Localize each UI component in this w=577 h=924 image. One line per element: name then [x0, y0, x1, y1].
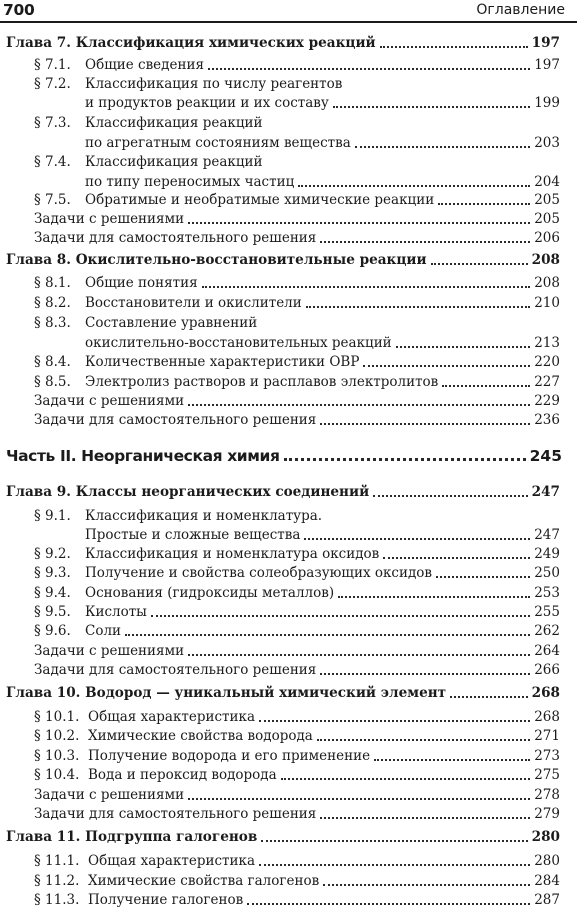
page-ref: 247: [534, 527, 560, 543]
page-ref: 264: [534, 643, 560, 659]
page-ref: 245: [529, 447, 562, 465]
toc-row-chapter: [0, 250, 577, 270]
toc-row-section: [0, 726, 577, 746]
section-number: § 7.4.: [34, 154, 71, 170]
toc-row-section: [0, 602, 577, 622]
toc-row-task: [0, 785, 577, 805]
toc-row-section: [0, 293, 577, 313]
entry-title: Соли: [85, 623, 122, 639]
dot-leader: [438, 203, 530, 205]
page-ref: 278: [534, 787, 560, 803]
entry-title: Общая характеристика: [88, 853, 256, 869]
dot-leader: [396, 346, 531, 348]
entry-title: Общая характеристика: [88, 709, 256, 725]
page-ref: 203: [534, 135, 560, 151]
toc-row-task: [0, 660, 577, 680]
entry-title: Восстановители и окислители: [85, 295, 302, 311]
entry-title: Общие понятия: [85, 275, 198, 291]
section-number: § 7.3.: [34, 115, 71, 131]
toc-row-chapter: [0, 33, 577, 53]
toc-row-section: [0, 313, 577, 333]
page-ref: 205: [534, 192, 560, 208]
section-number: § 10.2.: [34, 728, 80, 744]
dot-leader: [281, 778, 531, 780]
dot-leader: [188, 798, 530, 800]
page-ref: 208: [534, 275, 560, 291]
entry-title: Общие сведения: [85, 57, 204, 73]
page-ref: 229: [534, 393, 560, 409]
entry-title: Классификация реакций: [85, 154, 263, 170]
dot-leader: [202, 286, 531, 288]
page-ref: 284: [534, 873, 560, 889]
section-number: § 11.1.: [34, 853, 80, 869]
entry-title: Задачи с решениями: [34, 787, 185, 803]
section-number: § 9.4.: [34, 585, 71, 601]
dot-leader: [333, 106, 530, 108]
chapter-title: Глава 10. Водород — уникальный химический элемент: [6, 685, 447, 701]
page-ref: 213: [534, 335, 560, 351]
dot-leader: [363, 365, 530, 367]
dot-leader: [284, 458, 526, 461]
page-ref: 236: [534, 412, 560, 428]
toc-row-task: [0, 804, 577, 824]
page-ref: 210: [534, 295, 560, 311]
page-ref: 266: [534, 662, 560, 678]
dot-leader: [298, 185, 530, 187]
entry-title: Химические свойства водорода: [88, 728, 313, 744]
page-ref: 268: [534, 709, 560, 725]
entry-title: Задачи для самостоятельного решения: [34, 662, 317, 678]
page-ref: 262: [534, 623, 560, 639]
toc-row-task: [0, 410, 577, 430]
section-number: § 8.3.: [34, 315, 71, 331]
section-number: § 8.2.: [34, 295, 71, 311]
page-ref: 279: [534, 806, 560, 822]
entry-title: Получение водорода и его применение: [88, 748, 371, 764]
page-ref: 197: [534, 57, 560, 73]
dot-leader: [306, 306, 530, 308]
dot-leader: [259, 720, 530, 722]
toc-row-section: [0, 113, 577, 133]
page-ref: 247: [531, 484, 560, 500]
dot-leader: [125, 634, 530, 636]
toc-row-task: [0, 228, 577, 248]
entry-title: Классификация и номенклатура.: [85, 508, 323, 524]
entry-title: Задачи для самостоятельного решения: [34, 806, 317, 822]
dot-leader: [323, 884, 530, 886]
dot-leader: [320, 817, 530, 819]
dot-leader: [247, 903, 530, 905]
dot-leader: [320, 673, 530, 675]
dot-leader: [259, 864, 530, 866]
section-number: § 7.1.: [34, 57, 71, 73]
section-number: § 10.3.: [34, 748, 80, 764]
dot-leader: [436, 576, 530, 578]
toc-row-section: [0, 152, 577, 172]
page-ref: 197: [531, 35, 560, 51]
page-number: 700: [3, 1, 35, 19]
page-ref: 271: [534, 728, 560, 744]
toc-row-section: [0, 851, 577, 871]
section-number: § 10.4.: [34, 767, 80, 783]
dot-leader: [188, 654, 530, 656]
page-ref: 268: [531, 685, 560, 701]
page-ref: 273: [534, 748, 560, 764]
page-ref: 220: [534, 354, 560, 370]
part-title: Часть II. Неорганическая химия: [6, 447, 280, 465]
page-ref: 227: [534, 374, 560, 390]
toc-row-section: [0, 190, 577, 210]
toc-row-section: [0, 583, 577, 603]
entry-title: Задачи с решениями: [34, 211, 185, 227]
dot-leader: [383, 557, 530, 559]
toc-row-part: [0, 446, 577, 466]
dot-leader: [261, 840, 527, 842]
entry-title: и продуктов реакции и их составу: [85, 95, 329, 111]
section-number: § 7.5.: [34, 192, 71, 208]
dot-leader: [338, 596, 530, 598]
dot-leader: [450, 696, 528, 698]
entry-title: Задачи для самостоятельного решения: [34, 230, 317, 246]
entry-title: Химические свойства галогенов: [88, 873, 320, 889]
entry-title: Составление уравнений: [85, 315, 258, 331]
page-ref: 280: [534, 853, 560, 869]
entry-title: Классификация и номенклатура оксидов: [85, 546, 380, 562]
page-ref: 287: [534, 892, 560, 908]
toc-row-chapter: [0, 827, 577, 847]
toc-row-cont: [0, 525, 577, 545]
section-number: § 10.1.: [34, 709, 80, 725]
dot-leader: [431, 263, 528, 265]
running-title: Оглавление: [476, 2, 565, 18]
entry-title: Обратимые и необратимые химические реакции: [85, 192, 435, 208]
entry-title: Классификация по числу реагентов: [85, 76, 343, 92]
entry-title: Основания (гидроксиды металлов): [85, 585, 335, 601]
entry-title: Классификация реакций: [85, 115, 263, 131]
toc-row-section: [0, 765, 577, 785]
page-ref: 205: [534, 211, 560, 227]
dot-leader: [188, 222, 530, 224]
toc-row-section: [0, 621, 577, 641]
dot-leader: [304, 538, 530, 540]
section-number: § 9.3.: [34, 565, 71, 581]
dot-leader: [317, 739, 530, 741]
dot-leader: [374, 759, 530, 761]
toc-row-section: [0, 746, 577, 766]
section-number: § 9.6.: [34, 623, 71, 639]
entry-title: Вода и пероксид водорода: [88, 767, 277, 783]
entry-title: по агрегатным состояниям вещества: [85, 135, 351, 151]
dot-leader: [380, 46, 528, 48]
toc-row-section: [0, 871, 577, 891]
section-number: § 7.2.: [34, 76, 71, 92]
toc-row-section: [0, 273, 577, 293]
entry-title: Задачи с решениями: [34, 643, 185, 659]
dot-leader: [208, 68, 530, 70]
page-ref: 275: [534, 767, 560, 783]
toc-row-cont: [0, 133, 577, 153]
section-number: § 9.1.: [34, 508, 71, 524]
entry-title: Кислоты: [85, 604, 147, 620]
entry-title: Получение галогенов: [88, 892, 244, 908]
chapter-title: Глава 7. Классификация химических реакций: [6, 35, 376, 51]
dot-leader: [355, 146, 530, 148]
toc-row-task: [0, 641, 577, 661]
entry-title: окислительно-восстановительных реакций: [85, 335, 392, 351]
page-ref: 249: [534, 546, 560, 562]
page-ref: 255: [534, 604, 560, 620]
section-number: § 8.1.: [34, 275, 71, 291]
toc-row-task: [0, 391, 577, 411]
dot-leader: [151, 615, 530, 617]
dot-leader: [320, 241, 530, 243]
toc-row-section: [0, 372, 577, 392]
entry-title: Количественные характеристики ОВР: [85, 354, 360, 370]
page-ref: 204: [534, 174, 560, 190]
toc-row-chapter: [0, 683, 577, 703]
dot-leader: [442, 385, 530, 387]
toc-row-section: [0, 707, 577, 727]
header-rule: [0, 21, 577, 23]
toc-row-section: [0, 506, 577, 526]
entry-title: Электролиз растворов и расплавов электролитов: [85, 374, 439, 390]
page-ref: 206: [534, 230, 560, 246]
section-number: § 8.5.: [34, 374, 71, 390]
toc-row-chapter: [0, 482, 577, 502]
page-ref: 208: [531, 252, 560, 268]
dot-leader: [320, 423, 530, 425]
chapter-title: Глава 9. Классы неорганических соединений: [6, 484, 370, 500]
entry-title: Задачи с решениями: [34, 393, 185, 409]
toc-row-section: [0, 55, 577, 75]
section-number: § 9.2.: [34, 546, 71, 562]
toc-row-cont: [0, 333, 577, 353]
toc-row-section: [0, 890, 577, 910]
toc-row-section: [0, 74, 577, 94]
dot-leader: [188, 404, 530, 406]
toc-row-section: [0, 563, 577, 583]
section-number: § 8.4.: [34, 354, 71, 370]
toc-row-section: [0, 544, 577, 564]
toc-row-task: [0, 209, 577, 229]
toc-row-cont: [0, 172, 577, 192]
entry-title: Получение и свойства солеобразующих оксидов: [85, 565, 433, 581]
page-header: [0, 0, 577, 22]
section-number: § 11.2.: [34, 873, 80, 889]
dot-leader: [373, 495, 527, 497]
entry-title: по типу переносимых частиц: [85, 174, 295, 190]
page-ref: 280: [531, 829, 560, 845]
section-number: § 11.3.: [34, 892, 80, 908]
page-ref: 199: [534, 95, 560, 111]
chapter-title: Глава 11. Подгруппа галогенов: [6, 829, 258, 845]
chapter-title: Глава 8. Окислительно-восстановительные реакции: [6, 252, 427, 268]
entry-title: Задачи для самостоятельного решения: [34, 412, 317, 428]
page-ref: 250: [534, 565, 560, 581]
section-number: § 9.5.: [34, 604, 71, 620]
entry-title: Простые и сложные вещества: [85, 527, 301, 543]
toc-row-section: [0, 352, 577, 372]
toc-row-cont: [0, 93, 577, 113]
page-ref: 253: [534, 585, 560, 601]
